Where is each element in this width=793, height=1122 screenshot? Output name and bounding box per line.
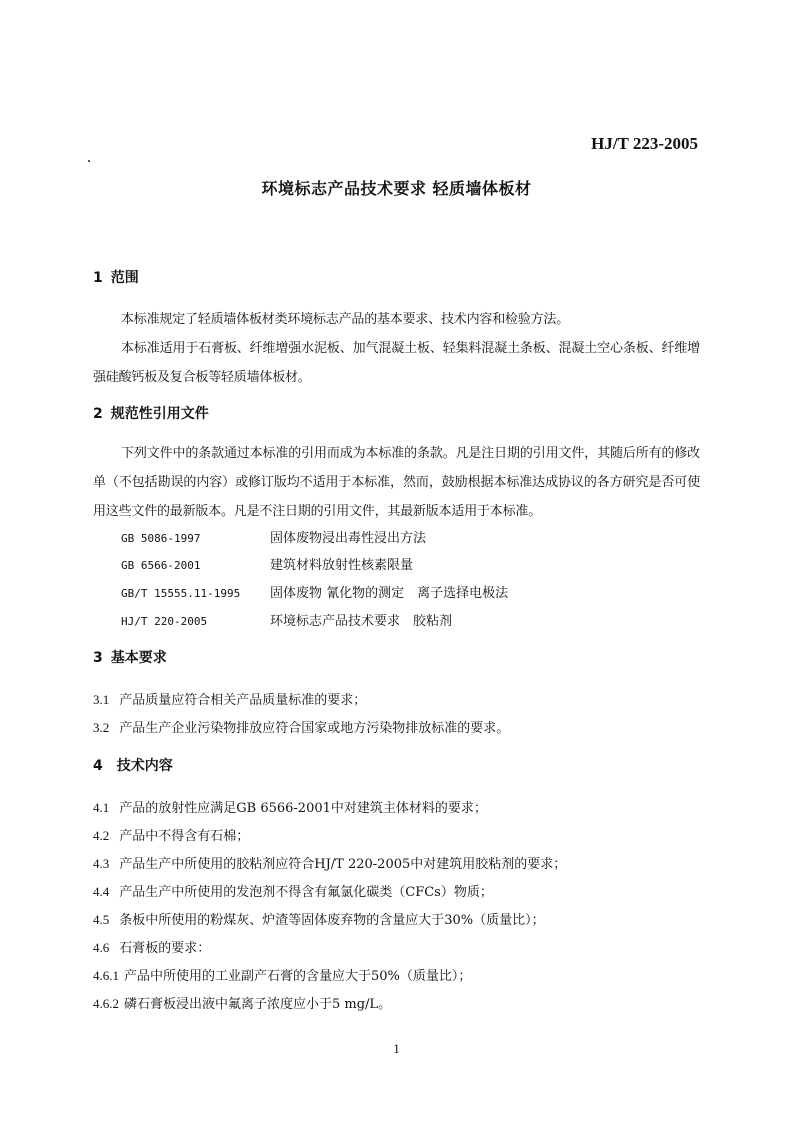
section-title: 规范性引用文件 [110,406,209,422]
list-item [93,937,210,956]
reference-code: GB 5086-1997 [121,532,201,545]
item-number: 3.2 [93,720,110,735]
item-text: 产品中不得含有石棉； [119,829,250,844]
item-number: 4.5 [93,912,110,927]
section-4-heading [93,755,173,775]
reference-row [121,582,508,601]
document-code: HJ/T 223-2005 [591,134,698,153]
item-text: 产品生产中所使用的胶粘剂应符合HJ/T 220-2005中对建筑用胶粘剂的要求； [119,857,567,872]
item-text: 磷石膏板浸出液中氟离子浓度应小于5 mg/L。 [124,997,392,1012]
item-text: 产品中所使用的工业副产石膏的含量应大于50%（质量比）； [124,969,472,984]
reference-code: GB/T 15555.11-1995 [121,587,241,600]
section-title: 基本要求 [110,650,167,666]
section-1-paragraph-1: 本标准规定了轻质墙体板材类环境标志产品的基本要求、技术内容和检验方法。 [121,312,570,327]
section-title: 范围 [110,270,139,286]
section-1-heading [93,267,139,287]
reference-row [121,527,426,546]
list-item [93,993,391,1012]
section-number: 1 [93,270,103,286]
reference-row [121,554,413,573]
section-1-paragraph-2: 本标准适用于石膏板、纤维增强水泥板、加气混凝土板、轻集料混凝土条板、混凝土空心条板、纤维增强硅酸钙板及复合板等轻质墙体板材。 [93,341,700,385]
list-item [93,797,487,816]
item-number: 4.6.1 [93,968,119,983]
item-text: 产品生产企业污染物排放应符合国家或地方污染物排放标准的要求。 [119,721,510,736]
page-number: 1 [393,1041,400,1056]
list-item [93,853,566,872]
reference-row [121,610,452,629]
item-text: 石膏板的要求： [119,941,211,956]
list-item [93,689,366,708]
item-number: 4.2 [93,828,110,843]
section-2-paragraph-1: 下列文件中的条款通过本标准的引用而成为本标准的条款。凡是注日期的引用文件，其随后所有的修改单（不包括勘误的内容）或修订版均不适用于本标准，然而，鼓励根据本标准达成协议的各方研究是否可使用这些文件的最新版本。凡是不注日期的引用文件，其最新版本适用于本标准。 [93,446,700,519]
document-title: 环境标志产品技术要求 轻质墙体板材 [261,179,532,198]
list-item [93,881,493,900]
item-number: 4.6.2 [93,996,119,1011]
item-number: 4.1 [93,800,110,815]
item-number: 4.6 [93,940,110,955]
reference-title: 环境标志产品技术要求 胶粘剂 [270,614,453,629]
item-text: 产品的放射性应满足GB 6566-2001中对建筑主体材料的要求； [119,801,487,816]
list-item [93,965,471,984]
item-number: 4.3 [93,856,110,871]
section-title: 技术内容 [116,758,173,774]
item-number: 3.1 [93,692,110,707]
reference-title: 固体废物浸出毒性浸出方法 [270,531,427,546]
section-number: 2 [93,406,103,422]
item-number: 4.4 [93,884,110,899]
section-number: 3 [93,650,103,666]
reference-code: GB 6566-2001 [121,559,201,572]
section-number: 4 [93,758,103,774]
reference-title: 建筑材料放射性核素限量 [270,558,414,573]
reference-code: HJ/T 220-2005 [121,615,208,628]
reference-title: 固体废物 氰化物的测定 离子选择电极法 [270,586,509,601]
item-text: 条板中所使用的粉煤灰、炉渣等固体废弃物的含量应大于30%（质量比）； [119,913,545,928]
section-3-heading [93,647,167,667]
section-2-heading [93,403,209,423]
item-text: 产品质量应符合相关产品质量标准的要求； [119,693,367,708]
stray-dot [88,160,90,162]
list-item [93,909,545,928]
list-item [93,717,509,736]
item-text: 产品生产中所使用的发泡剂不得含有氟氯化碳类（CFCs）物质； [119,885,493,900]
list-item [93,825,249,844]
